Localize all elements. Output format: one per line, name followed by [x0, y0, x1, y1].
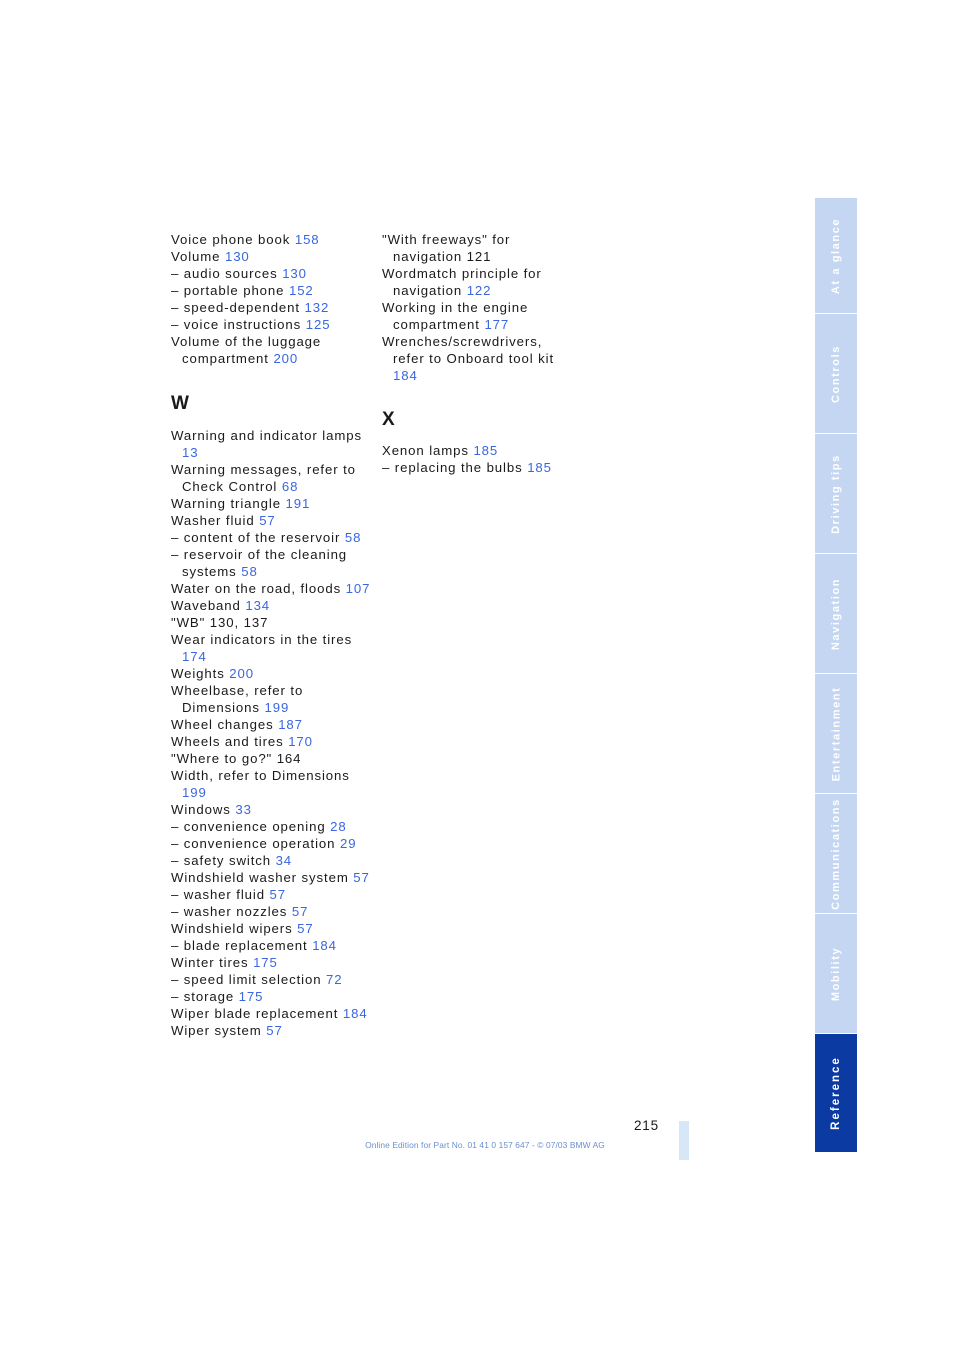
index-subentry	[171, 937, 371, 954]
page-link[interactable]: 184	[312, 938, 337, 953]
page-link[interactable]: 185	[527, 460, 552, 475]
index-entry-text: – washer nozzles	[171, 904, 288, 919]
chapter-tab-label: Reference	[830, 1056, 842, 1130]
chapter-tab-reference[interactable]	[815, 1034, 857, 1152]
index-subentry	[171, 835, 371, 852]
index-column-right	[382, 231, 572, 476]
index-entry-text: "Where to go?" 164	[171, 751, 302, 766]
index-entry	[171, 767, 371, 801]
index-entry	[171, 580, 371, 597]
index-entry	[171, 427, 371, 461]
page-link[interactable]: 175	[238, 989, 264, 1004]
index-subentry	[171, 316, 371, 333]
index-entry	[171, 597, 371, 614]
page-link[interactable]: 29	[339, 836, 357, 851]
index-entry-text: – washer fluid	[171, 887, 265, 902]
chapter-tab-label: Mobility	[830, 946, 843, 1002]
page-link[interactable]: 107	[345, 581, 371, 596]
chapter-tab-driving-tips[interactable]	[815, 434, 857, 554]
index-subentry	[171, 818, 371, 835]
page-link[interactable]: 72	[326, 972, 343, 987]
index-entry	[171, 750, 371, 767]
index-entry	[171, 920, 371, 937]
index-subentry	[171, 903, 371, 920]
footer-edition-note: Online Edition for Part No. 01 41 0 157 647 - © 07/03 BMW AG	[365, 1140, 605, 1150]
index-letter-heading: W	[171, 393, 189, 414]
index-subentry	[171, 265, 371, 282]
page-link[interactable]: 174	[182, 649, 207, 664]
index-entry-text: "WB" 130, 137	[171, 615, 269, 630]
page-link[interactable]: 158	[294, 232, 320, 247]
page-link[interactable]: 199	[264, 700, 290, 715]
page-link[interactable]: 191	[285, 496, 311, 511]
index-entry-text: Water on the road, floods	[171, 581, 342, 596]
index-entry	[171, 461, 371, 495]
index-entry-text: – convenience opening	[171, 819, 326, 834]
index-entry-text: Xenon lamps	[382, 443, 469, 458]
index-entry	[171, 1022, 371, 1039]
index-entry-text: – speed limit selection	[171, 972, 322, 987]
page-link[interactable]: 57	[269, 887, 287, 902]
page-link[interactable]: 200	[273, 351, 299, 366]
page-link[interactable]: 68	[281, 479, 299, 494]
index-entry-text: Wheels and tires	[171, 734, 284, 749]
index-entry-text: – content of the reservoir	[171, 530, 341, 545]
index-entry	[171, 1005, 371, 1022]
index-entry-text: Wrenches/screwdrivers, refer to Onboard tool kit	[382, 334, 555, 366]
index-entry-text: Width, refer to Dimensions	[171, 768, 350, 783]
index-entry	[382, 442, 572, 459]
index-entry-text: – portable phone	[171, 283, 285, 298]
index-entry-text: Warning and indicator lamps	[171, 428, 362, 443]
chapter-tab-at-a-glance[interactable]	[815, 198, 857, 314]
page-link[interactable]: 57	[291, 904, 309, 919]
index-entry-text: Warning triangle	[171, 496, 281, 511]
index-entry-text: Working in the engine compartment	[382, 300, 529, 332]
index-entry-text: Wheel changes	[171, 717, 274, 732]
chapter-tab-communications[interactable]	[815, 794, 857, 914]
page-link[interactable]: 170	[288, 734, 313, 749]
chapter-tab-entertainment[interactable]	[815, 674, 857, 794]
index-entry-text: – audio sources	[171, 266, 278, 281]
page-link[interactable]: 152	[288, 283, 314, 298]
index-subentry	[171, 529, 371, 546]
index-subentry	[382, 459, 572, 476]
page-link[interactable]: 175	[253, 955, 278, 970]
chapter-tab-label: Controls	[830, 344, 842, 404]
page-link[interactable]: 58	[241, 564, 258, 579]
page-link[interactable]: 34	[275, 853, 293, 868]
index-entry-text: Windows	[171, 802, 231, 817]
index-entry	[171, 631, 371, 665]
chapter-sidebar	[815, 198, 857, 1160]
index-entry-text: Waveband	[171, 598, 241, 613]
index-entry-text: – convenience operation	[171, 836, 336, 851]
index-entry-text: – reservoir of the cleaning systems	[171, 547, 348, 579]
index-entry-text: Windshield washer system	[171, 870, 349, 885]
chapter-tab-navigation[interactable]	[815, 554, 857, 674]
chapter-tab-label: Communications	[830, 798, 843, 910]
index-entry-text: – safety switch	[171, 853, 271, 868]
index-entry-text: Volume of the luggage compartment	[171, 334, 322, 366]
index-subentry	[171, 886, 371, 903]
index-entry-text: Warning messages, refer to Check Control	[171, 462, 356, 494]
index-entry-text: – speed-dependent	[171, 300, 300, 315]
page-link[interactable]: 122	[466, 283, 492, 298]
index-column-left	[171, 231, 371, 1039]
page-number: 215	[634, 1118, 659, 1133]
index-entry	[171, 682, 371, 716]
chapter-tab-label: At a glance	[830, 217, 843, 295]
page-link[interactable]: 57	[297, 921, 314, 936]
index-entry-text: – storage	[171, 989, 235, 1004]
chapter-tab-controls[interactable]	[815, 314, 857, 434]
page-link[interactable]: 58	[344, 530, 362, 545]
page-link[interactable]: 184	[393, 368, 418, 383]
page-link[interactable]: 33	[235, 802, 252, 817]
index-entry	[171, 333, 371, 367]
index-entry	[382, 231, 572, 265]
chapter-tab-mobility[interactable]	[815, 914, 857, 1034]
index-entry	[171, 733, 371, 750]
index-entry-text: Winter tires	[171, 955, 249, 970]
index-entry	[171, 665, 371, 682]
index-subentry	[171, 971, 371, 988]
page-link[interactable]: 184	[342, 1006, 368, 1021]
index-entry-text: – voice instructions	[171, 317, 302, 332]
index-entry	[171, 512, 371, 529]
page-link[interactable]: 200	[229, 666, 254, 681]
index-subentry	[171, 852, 371, 869]
index-entry-text: Weights	[171, 666, 225, 681]
index-entry	[171, 248, 371, 265]
index-entry-text: Volume	[171, 249, 221, 264]
page-link[interactable]: 132	[304, 300, 330, 315]
page-link[interactable]: 185	[473, 443, 499, 458]
page-link[interactable]: 125	[305, 317, 331, 332]
index-entry-text: Wiper system	[171, 1023, 262, 1038]
index-letter-heading: X	[382, 409, 395, 430]
page-link[interactable]: 57	[259, 513, 276, 528]
page-link[interactable]: 28	[330, 819, 347, 834]
page-link[interactable]: 187	[278, 717, 303, 732]
index-entry-text: Voice phone book	[171, 232, 291, 247]
page-link[interactable]: 130	[224, 249, 250, 264]
page-link[interactable]: 130	[282, 266, 307, 281]
chapter-tab-label: Entertainment	[830, 686, 843, 782]
index-entry	[382, 265, 572, 299]
page-link[interactable]: 57	[266, 1023, 283, 1038]
index-subentry	[171, 299, 371, 316]
index-entry	[171, 231, 371, 248]
page-link[interactable]: 57	[353, 870, 370, 885]
chapter-tab-label: Driving tips	[830, 454, 842, 534]
index-entry	[171, 495, 371, 512]
page-link[interactable]: 199	[182, 785, 207, 800]
page-link[interactable]: 13	[182, 445, 199, 460]
index-entry	[382, 299, 572, 333]
index-subentry	[171, 546, 371, 580]
index-entry	[171, 954, 371, 971]
index-entry	[171, 869, 371, 886]
index-entry-text: Wheelbase, refer to Dimensions	[171, 683, 304, 715]
index-entry-text: Wear indicators in the tires	[171, 632, 353, 647]
index-entry	[171, 716, 371, 733]
chapter-tab-label: Navigation	[830, 577, 843, 651]
index-entry-text: Washer fluid	[171, 513, 255, 528]
page-link[interactable]: 134	[245, 598, 271, 613]
page-link[interactable]: 177	[484, 317, 510, 332]
index-entry-text: Wiper blade replacement	[171, 1006, 339, 1021]
index-entry-text: – replacing the bulbs	[382, 460, 523, 475]
index-entry-text: Windshield wipers	[171, 921, 293, 936]
index-entry-text: "With freeways" for navigation 121	[382, 232, 511, 264]
index-subentry	[171, 282, 371, 299]
index-entry-text: Wordmatch principle for navigation	[382, 266, 542, 298]
index-subentry	[171, 988, 371, 1005]
index-entry-text: – blade replacement	[171, 938, 308, 953]
index-entry	[171, 614, 371, 631]
index-entry	[382, 333, 572, 384]
index-entry	[171, 801, 371, 818]
